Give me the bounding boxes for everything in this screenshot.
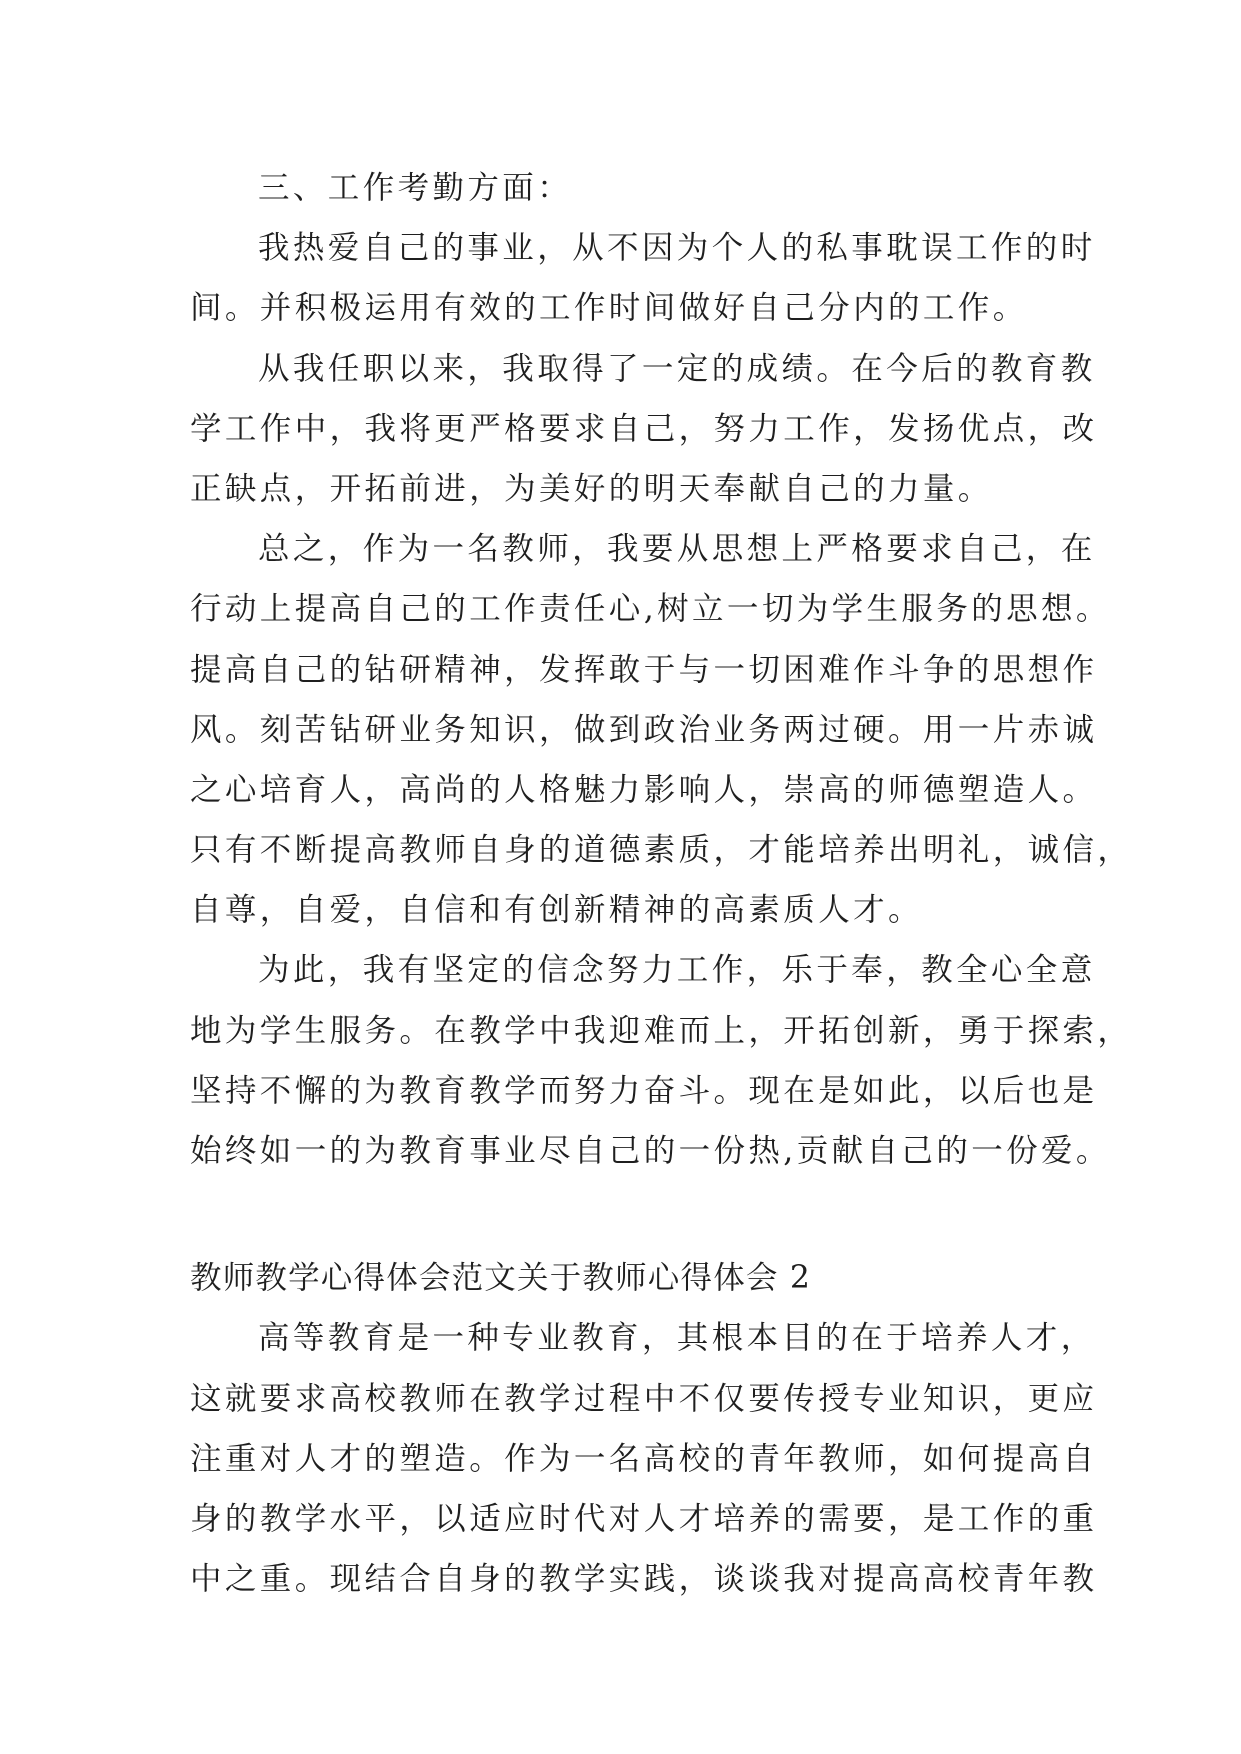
paragraph-3-line-5: 之心培育人，高尚的人格魅力影响人，崇高的师德塑造人。 — [190, 771, 1098, 808]
section-heading: 三、工作考勤方面： — [258, 170, 573, 206]
paragraph-2-line-3: 正缺点，开拓前进，为美好的明天奉献自己的力量。 — [190, 470, 993, 507]
paragraph-1-line-2: 间。并积极运用有效的工作时间做好自己分内的工作。 — [190, 290, 1028, 327]
paragraph-3-line-4: 风。刻苦钻研业务知识，做到政治业务两过硬。用一片赤诚 — [190, 711, 1098, 748]
paragraph-2-line-1: 从我任职以来，我取得了一定的成绩。在今后的教育教 — [258, 350, 1096, 387]
article-title: 教师教学心得体会范文关于教师心得体会 2 — [190, 1260, 812, 1297]
article-paragraph-line-1: 高等教育是一种专业教育，其根本目的在于培养人才， — [258, 1320, 1096, 1357]
section-gap — [190, 1181, 1070, 1248]
paragraph-3-line-7: 自尊，自爱，自信和有创新精神的高素质人才。 — [190, 892, 923, 929]
article-paragraph-line-4: 身的教学水平，以适应时代对人才培养的需要，是工作的重 — [190, 1500, 1098, 1537]
paragraph-3-line-3: 提高自己的钻研精神，发挥敢于与一切困难作斗争的思想作 — [190, 651, 1098, 688]
article-paragraph-line-5: 中之重。现结合自身的教学实践，谈谈我对提高高校青年教 — [190, 1561, 1098, 1598]
paragraph-3-line-2: 行动上提高自己的工作责任心,树立一切为学生服务的思想。 — [190, 591, 1111, 628]
paragraph-4-line-3: 坚持不懈的为教育教学而努力奋斗。现在是如此，以后也是 — [190, 1072, 1098, 1109]
article-paragraph-line-2: 这就要求高校教师在教学过程中不仅要传授专业知识，更应 — [190, 1380, 1098, 1417]
paragraph-3-line-1: 总之，作为一名教师，我要从思想上严格要求自己，在 — [258, 531, 1096, 568]
paragraph-2-line-2: 学工作中，我将更严格要求自己，努力工作，发扬优点，改 — [190, 410, 1098, 447]
document-body — [190, 158, 1133, 1609]
paragraph-4-line-4: 始终如一的为教育事业尽自己的一份热,贡献自己的一份爱。 — [190, 1133, 1111, 1169]
paragraph-4-line-2: 地为学生服务。在教学中我迎难而上，开拓创新，勇于探索， — [190, 1012, 1133, 1049]
paragraph-3-line-6: 只有不断提高教师自身的道德素质，才能培养出明礼，诚信， — [190, 832, 1133, 869]
paragraph-1-line-1: 我热爱自己的事业，从不因为个人的私事耽误工作的时 — [258, 230, 1096, 267]
article-paragraph-line-3: 注重对人才的塑造。作为一名高校的青年教师，如何提高自 — [190, 1440, 1098, 1477]
paragraph-4-line-1: 为此，我有坚定的信念努力工作，乐于奉，教全心全意 — [258, 952, 1096, 989]
